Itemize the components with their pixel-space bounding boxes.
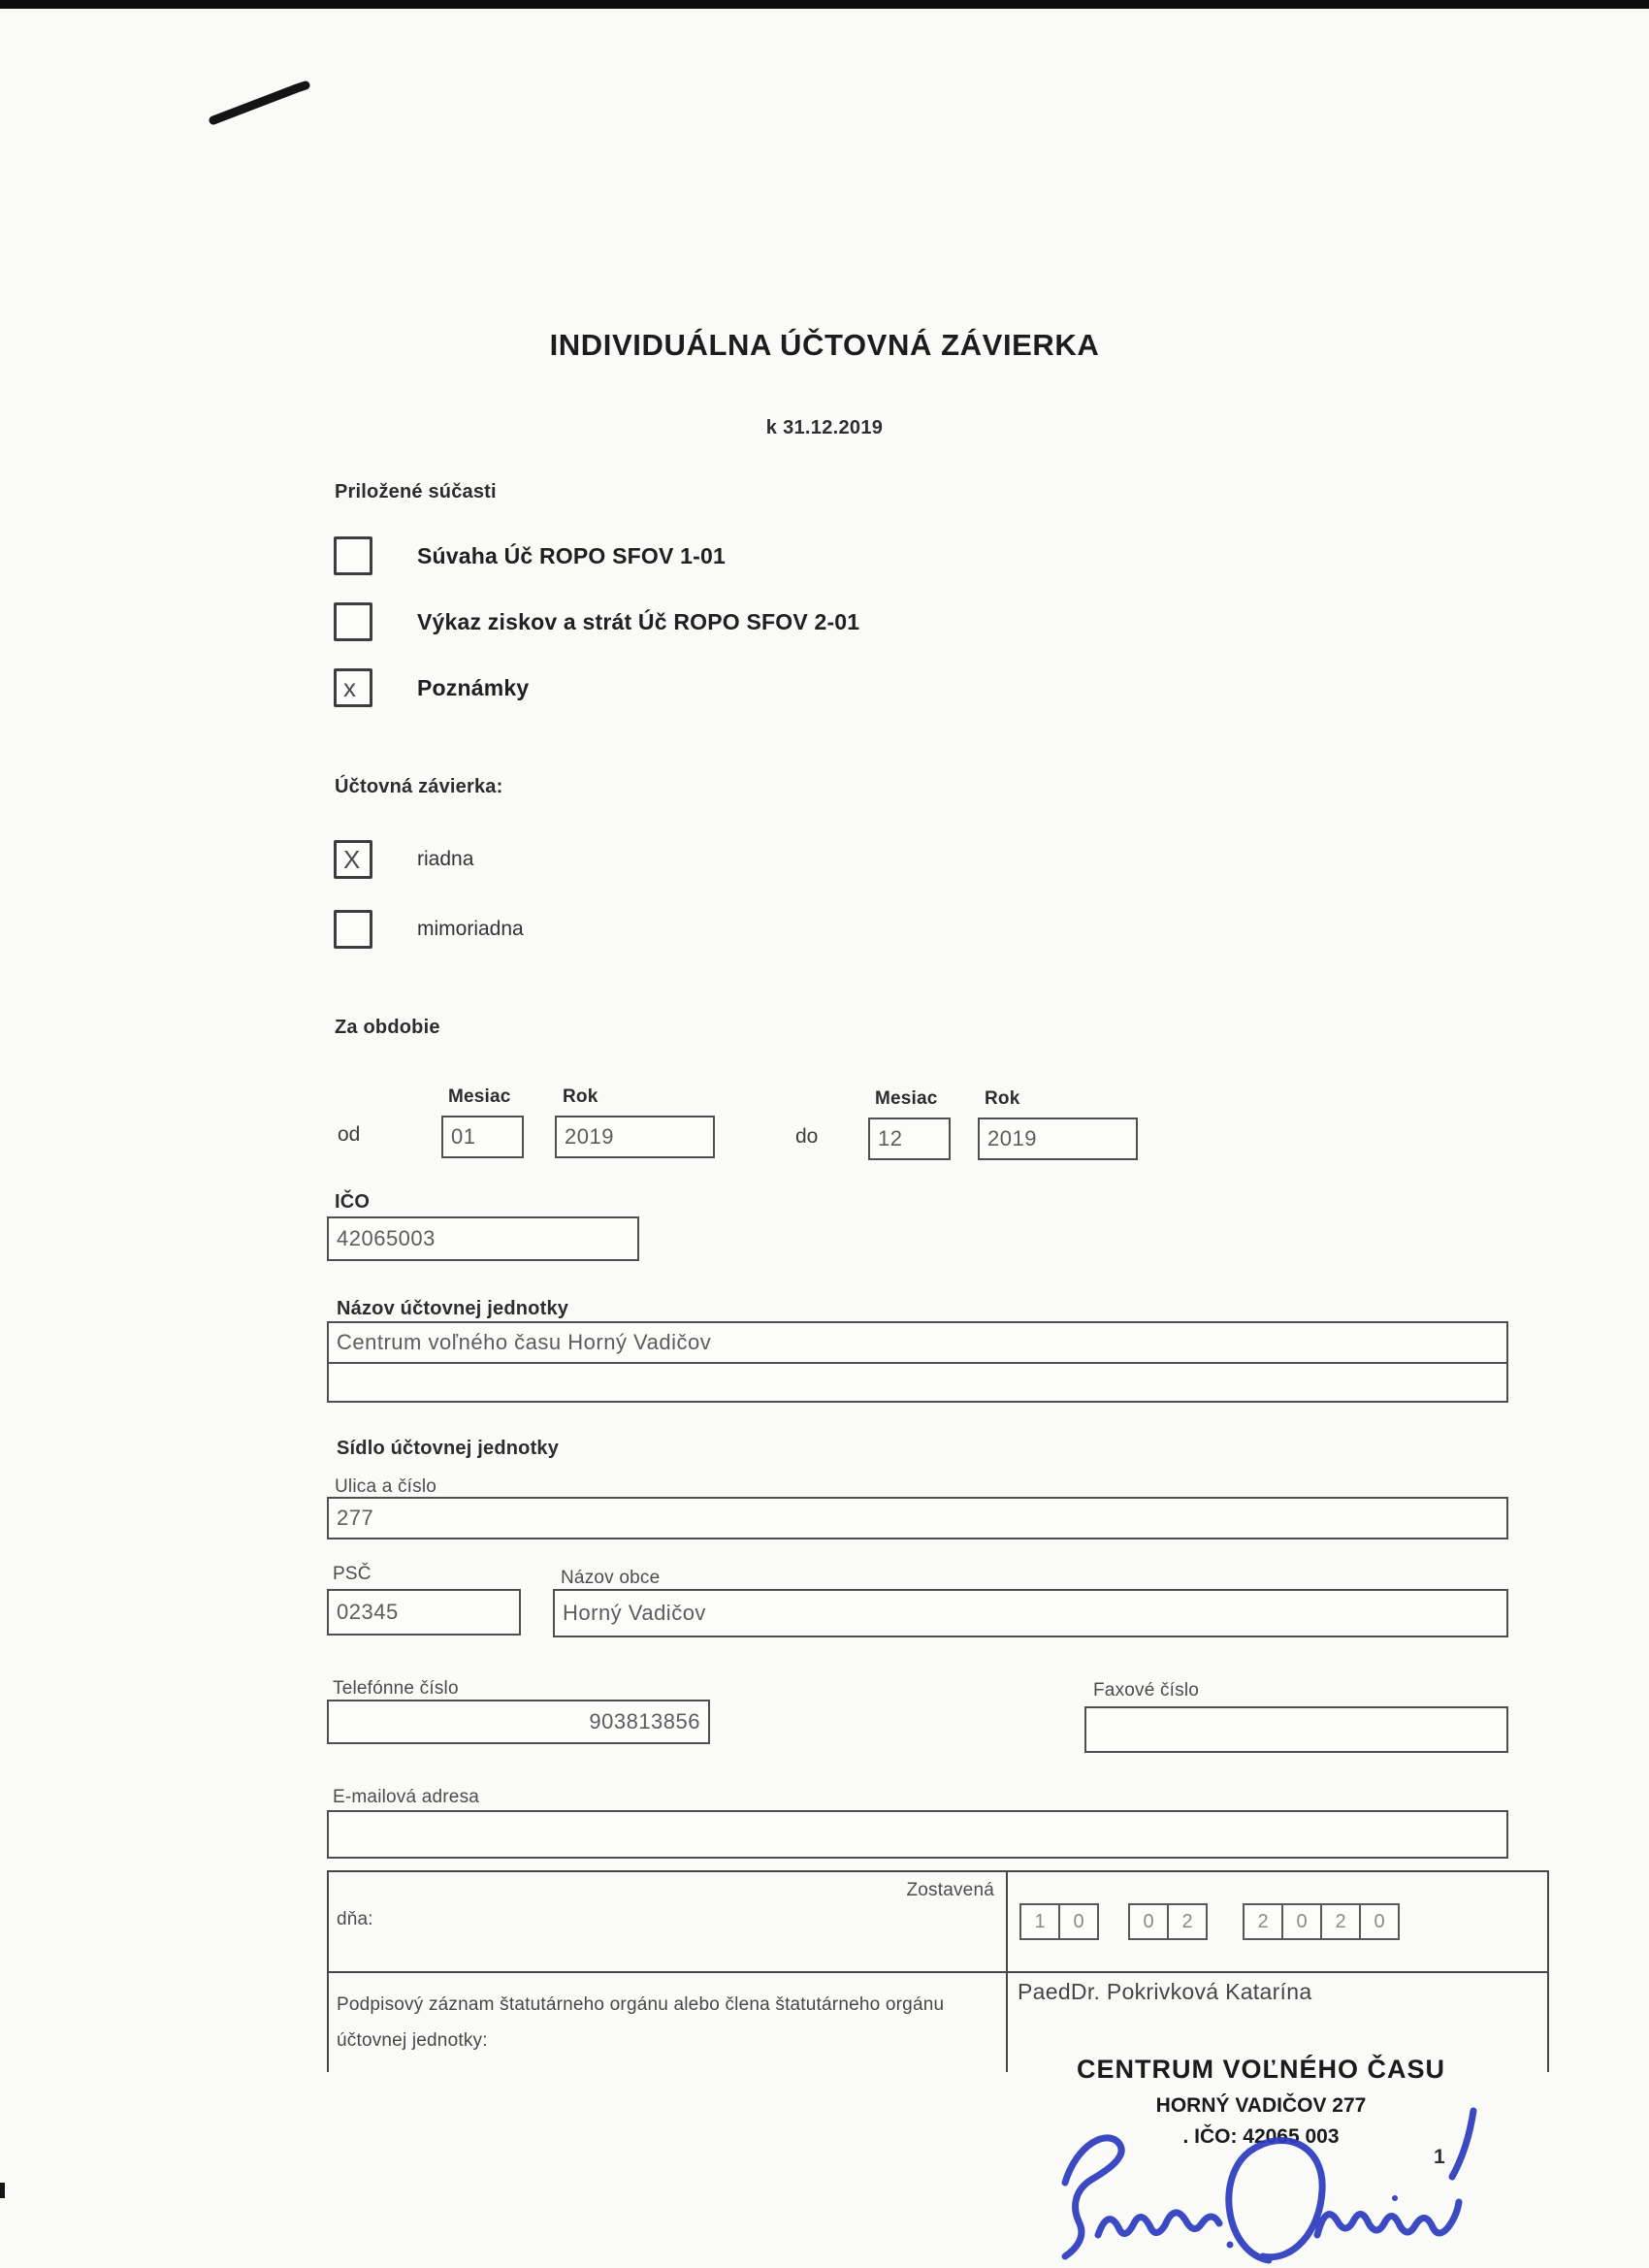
checkbox-poznamky-mark: x	[343, 673, 356, 702]
checkbox-suvaha-label: Súvaha Úč ROPO SFOV 1-01	[417, 542, 726, 568]
attachments-heading: Priložené súčasti	[335, 481, 497, 502]
period-from-month-label: Mesiac	[448, 1086, 511, 1107]
form-title: INDIVIDUÁLNA ÚČTOVNÁ ZÁVIERKA	[549, 328, 1100, 362]
date-year-digit-1: 2	[1243, 1903, 1283, 1940]
scan-edge-nick	[0, 2183, 5, 2198]
checkbox-riadna	[334, 840, 372, 879]
phone-field	[327, 1700, 710, 1744]
period-to-month-value: 12	[878, 1126, 903, 1150]
phone-label: Telefónne číslo	[333, 1678, 459, 1699]
town-field	[553, 1589, 1508, 1637]
period-from-word: od	[338, 1123, 361, 1146]
ico-field	[327, 1216, 639, 1261]
street-field	[327, 1497, 1508, 1539]
phone-value: 903813856	[589, 1709, 700, 1733]
period-to-month-label: Mesiac	[875, 1088, 938, 1109]
date-year-digit-3: 2	[1320, 1903, 1361, 1940]
ico-label: IČO	[335, 1191, 371, 1213]
checkbox-vykaz	[334, 602, 372, 641]
date-year-digit-4: 0	[1359, 1903, 1400, 1940]
date-month-group	[1128, 1903, 1206, 1940]
zip-value: 02345	[337, 1600, 399, 1624]
town-value: Horný Vadičov	[563, 1601, 706, 1625]
checkbox-riadna-label: riadna	[417, 848, 474, 870]
signature-table	[327, 1870, 1549, 2072]
period-from-year-field	[555, 1116, 715, 1158]
checkbox-row-poznamky	[334, 668, 529, 707]
date-day-digit-1: 1	[1019, 1903, 1060, 1940]
period-from-year-value: 2019	[565, 1124, 614, 1149]
period-from-month-value: 01	[451, 1124, 476, 1149]
date-year-digit-2: 0	[1281, 1903, 1322, 1940]
seat-heading: Sídlo účtovnej jednotky	[337, 1438, 560, 1459]
date-year-group	[1243, 1903, 1398, 1940]
checkbox-suvaha	[334, 536, 372, 575]
checkbox-riadna-mark: X	[343, 845, 361, 874]
entity-name-row1	[329, 1323, 1506, 1364]
period-to-year-label: Rok	[985, 1088, 1020, 1109]
checkbox-vykaz-label: Výkaz ziskov a strát Úč ROPO SFOV 2-01	[417, 608, 860, 634]
closing-type-heading: Účtovná závierka:	[335, 776, 503, 797]
compiled-word: Zostavená	[906, 1880, 994, 1900]
entity-name-label: Názov účtovnej jednotky	[337, 1298, 569, 1319]
checkbox-poznamky	[334, 668, 372, 707]
email-label: E-mailová adresa	[333, 1787, 480, 1807]
entity-name-field	[327, 1321, 1508, 1403]
street-label: Ulica a číslo	[335, 1476, 437, 1497]
stamp-line2: HORNÝ VADIČOV 277	[1155, 2094, 1367, 2117]
stamp-line3: . IČO: 42065 003	[1182, 2125, 1340, 2148]
checkbox-poznamky-label: Poznámky	[417, 674, 530, 700]
zip-field	[327, 1589, 521, 1636]
ico-value: 42065003	[337, 1226, 436, 1250]
date-month-digit-1: 0	[1128, 1903, 1169, 1940]
signatory-caption: Podpisový záznam štatutárneho orgánu alebo člena štatutárneho orgánu účtovnej jednotky:	[337, 1994, 945, 2052]
handwritten-signature	[1009, 2086, 1513, 2268]
fax-field	[1084, 1706, 1508, 1753]
date-day-group	[1019, 1903, 1097, 1940]
email-field	[327, 1810, 1508, 1859]
signature-table-horizontal-divider	[329, 1971, 1547, 1973]
form-asof-date: k 31.12.2019	[765, 417, 884, 438]
period-to-word: do	[795, 1125, 819, 1148]
date-day-digit-2: 0	[1058, 1903, 1099, 1940]
zip-label: PSČ	[333, 1564, 372, 1584]
entity-name-row2	[329, 1364, 1506, 1401]
signatory-name: PaedDr. Pokrivková Katarína	[1018, 1979, 1312, 2004]
compiled-day-word: dňa:	[337, 1909, 373, 1929]
period-from-month-field	[441, 1116, 524, 1158]
period-to-year-field	[978, 1118, 1138, 1160]
checkbox-row-mimoriadna	[334, 910, 524, 949]
town-label: Názov obce	[561, 1568, 661, 1588]
street-value: 277	[337, 1506, 374, 1530]
pen-mark	[202, 70, 324, 130]
period-to-year-value: 2019	[987, 1126, 1037, 1150]
scan-edge-artifact	[0, 0, 1649, 9]
checkbox-row-suvaha	[334, 536, 726, 575]
checkbox-row-riadna	[334, 840, 473, 879]
date-month-digit-2: 2	[1167, 1903, 1208, 1940]
checkbox-mimoriadna	[334, 910, 372, 949]
checkbox-row-vykaz	[334, 602, 859, 641]
stamp-line1: CENTRUM VOĽNÉHO ČASU	[1076, 2055, 1445, 2084]
fax-label: Faxové číslo	[1093, 1680, 1200, 1701]
page-number: 1	[1434, 2146, 1445, 2168]
period-from-year-label: Rok	[563, 1086, 598, 1107]
entity-name-value: Centrum voľného času Horný Vadičov	[337, 1330, 712, 1354]
period-heading: Za obdobie	[335, 1017, 440, 1038]
checkbox-mimoriadna-label: mimoriadna	[417, 918, 524, 940]
period-to-month-field	[868, 1118, 951, 1160]
